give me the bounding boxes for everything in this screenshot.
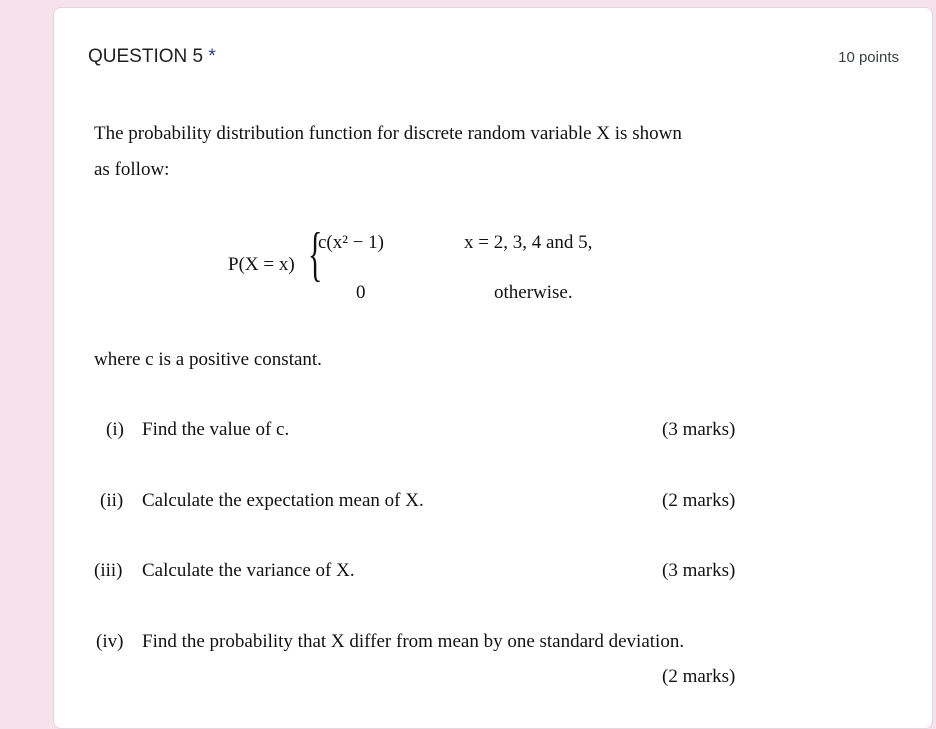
part-text: Calculate the expectation mean of X. bbox=[142, 490, 424, 511]
part-number: (i) bbox=[106, 419, 124, 440]
part-number: (iii) bbox=[94, 560, 123, 581]
part-marks: (2 marks) bbox=[662, 490, 736, 511]
formula-case1-cond: x = 2, 3, 4 and 5, bbox=[464, 232, 593, 253]
part-marks: (3 marks) bbox=[662, 560, 736, 581]
part-text: Find the probability that X differ from mean by one standard deviation. bbox=[142, 631, 685, 652]
formula-case2-expr: 0 bbox=[356, 282, 366, 303]
required-asterisk: * bbox=[208, 46, 216, 67]
formula-brace: { bbox=[308, 221, 323, 287]
formula-case2-cond: otherwise. bbox=[494, 282, 573, 303]
question-title bbox=[88, 46, 216, 68]
question-card bbox=[53, 7, 933, 729]
intro-line-1: The probability distribution function for discrete random variable X is shown bbox=[94, 123, 682, 144]
formula-case1-expr: c(x² − 1) bbox=[318, 232, 384, 253]
part-number: (ii) bbox=[100, 490, 124, 511]
question-points: 10 points bbox=[838, 49, 899, 66]
where-text: where c is a positive constant. bbox=[94, 349, 322, 370]
formula-lhs: P(X = x) bbox=[228, 254, 295, 275]
part-number: (iv) bbox=[96, 631, 124, 652]
part-text: Find the value of c. bbox=[142, 419, 290, 440]
part-text: Calculate the variance of X. bbox=[142, 560, 355, 581]
part-marks: (3 marks) bbox=[662, 419, 736, 440]
intro-line-2: as follow: bbox=[94, 159, 170, 180]
part-marks: (2 marks) bbox=[662, 666, 736, 687]
question-title-text: QUESTION 5 bbox=[88, 46, 204, 67]
